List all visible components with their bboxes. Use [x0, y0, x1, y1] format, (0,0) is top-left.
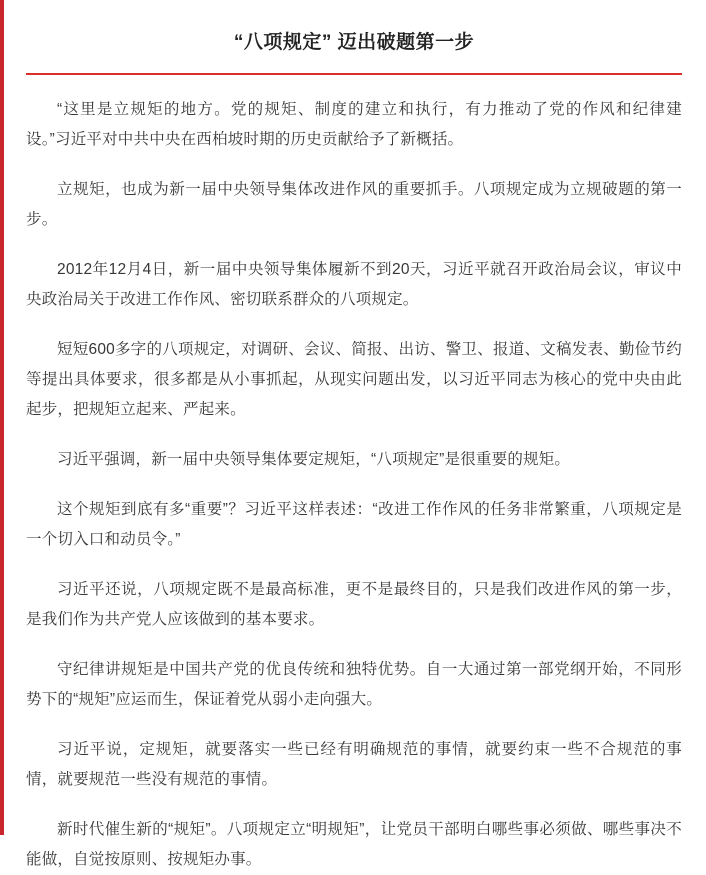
- article-body: [26, 95, 682, 875]
- paragraph: 习近平说，定规矩，就要落实一些已经有明确规范的事情，就要约束一些不合规范的事情，就要规范一些没有规范的事情。: [26, 740, 682, 788]
- paragraph: 短短600多字的八项规定，对调研、会议、简报、出访、警卫、报道、文稿发表、勤俭节约等提出具体要求，很多都是从小事抓起，从现实问题出发，以习近平同志为核心的党中央由此起步，把规矩立起来、严起来。: [26, 340, 682, 418]
- paragraph: 习近平还说，八项规定既不是最高标准，更不是最终目的，只是我们改进作风的第一步，是我们作为共产党人应该做到的基本要求。: [26, 580, 682, 628]
- article-container: [4, 0, 706, 875]
- paragraph: 守纪律讲规矩是中国共产党的优良传统和独特优势。自一大通过第一部党纲开始，不同形势下的“规矩”应运而生，保证着党从弱小走向强大。: [26, 660, 682, 708]
- paragraph: 这个规矩到底有多“重要”？习近平这样表述：“改进工作作风的任务非常繁重，八项规定是一个切入口和动员令。”: [26, 500, 682, 548]
- paragraph: 立规矩，也成为新一届中央领导集体改进作风的重要抓手。八项规定成为立规破题的第一步。: [26, 180, 682, 228]
- paragraph: 习近平强调，新一届中央领导集体要定规矩，“八项规定”是很重要的规矩。: [57, 450, 571, 468]
- paragraph: 2012年12月4日，新一届中央领导集体履新不到20天，习近平就召开政治局会议，审议中央政治局关于改进工作作风、密切联系群众的八项规定。: [26, 260, 682, 308]
- title-divider: [26, 73, 682, 75]
- paragraph: 新时代催生新的“规矩”。八项规定立“明规矩”，让党员干部明白哪些事必须做、哪些事决不能做，自觉按原则、按规矩办事。: [26, 820, 682, 868]
- paragraph: “这里是立规矩的地方。党的规矩、制度的建立和执行，有力推动了党的作风和纪律建设。”习近平对中共中央在西柏坡时期的历史贡献给予了新概括。: [26, 100, 682, 148]
- page-title: “八项规定” 迈出破题第一步: [233, 32, 475, 53]
